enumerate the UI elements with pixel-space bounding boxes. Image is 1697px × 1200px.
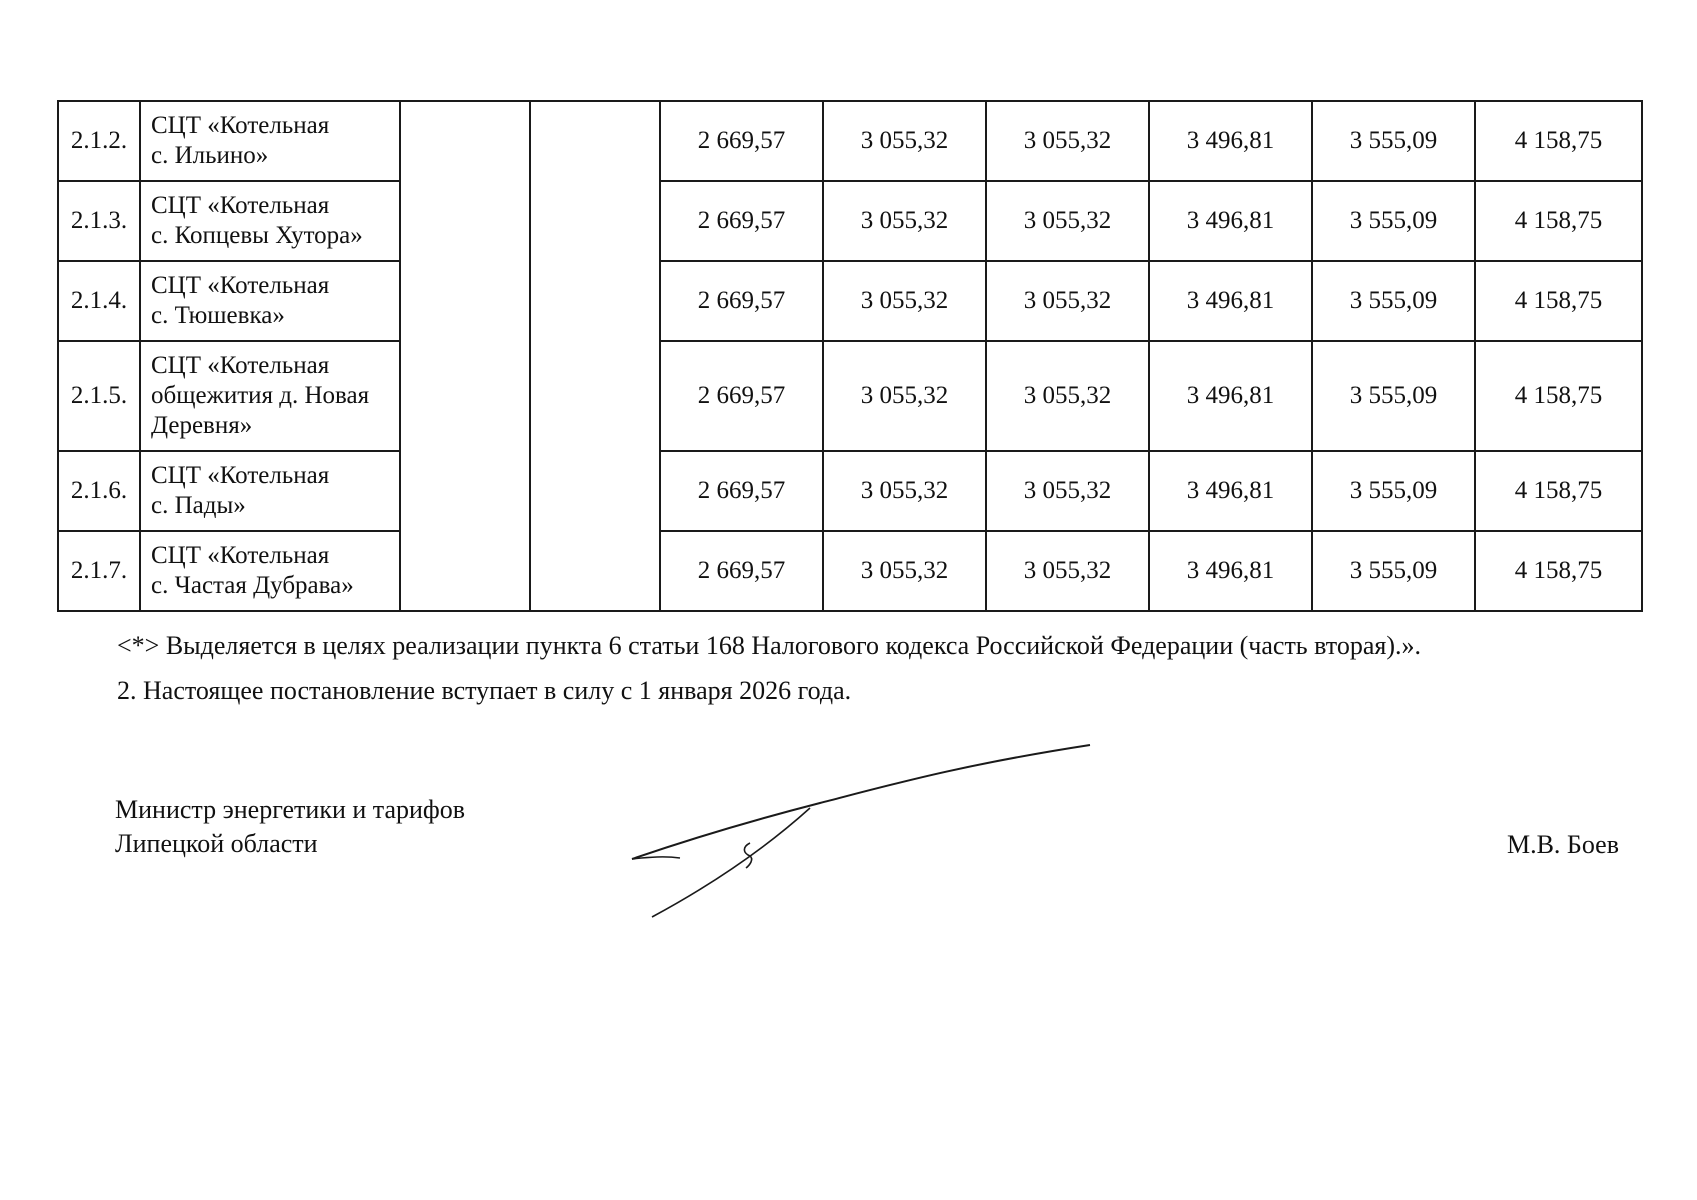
empty-column-b: [530, 101, 660, 611]
system-name: [140, 181, 400, 261]
tariff-value: 2 669,57: [660, 101, 823, 181]
tariff-value: 3 055,32: [823, 451, 986, 531]
system-name-line: с. Ильино»: [151, 142, 269, 169]
system-name-line: СЦТ «Котельная: [151, 352, 330, 379]
handwritten-signature: [630, 735, 1100, 925]
tariff-value: 3 055,32: [823, 181, 986, 261]
row-number: 2.1.4.: [58, 261, 140, 341]
tariff-value: 4 158,75: [1475, 101, 1642, 181]
tariff-value: 3 496,81: [1149, 101, 1312, 181]
tariff-value: 3 496,81: [1149, 531, 1312, 611]
system-name-line: с. Копцевы Хутора»: [151, 222, 363, 249]
tariff-value: 3 055,32: [986, 261, 1149, 341]
footnote: <*> Выделяется в целях реализации пункта 6 статьи 168 Налогового кодекса Российской Федерации (часть вторая).».: [117, 631, 1421, 660]
tariff-value: 2 669,57: [660, 181, 823, 261]
system-name-line: с. Тюшевка»: [151, 302, 285, 329]
system-name-line: СЦТ «Котельная: [151, 462, 330, 489]
signer-name: М.В. Боев: [1506, 830, 1619, 859]
system-name: [140, 531, 400, 611]
row-number: 2.1.5.: [58, 341, 140, 451]
table-row: [58, 261, 1642, 341]
tariff-value: 3 055,32: [986, 101, 1149, 181]
tariff-value: 3 055,32: [986, 181, 1149, 261]
signatory-title-line2: Липецкой области: [115, 829, 318, 858]
system-name-line: СЦТ «Котельная: [151, 272, 330, 299]
tariff-value: 3 055,32: [986, 341, 1149, 451]
tariff-value: 3 496,81: [1149, 451, 1312, 531]
tariff-value: 4 158,75: [1475, 531, 1642, 611]
signatory-block: [115, 793, 465, 861]
system-name: [140, 101, 400, 181]
system-name-line: СЦТ «Котельная: [151, 542, 330, 569]
empty-column-a: [400, 101, 530, 611]
table-row: [58, 181, 1642, 261]
system-name-line: Деревня»: [151, 412, 253, 439]
tariff-value: 3 555,09: [1312, 261, 1475, 341]
effective-date-clause: 2. Настоящее постановление вступает в силу с 1 января 2026 года.: [117, 676, 852, 705]
system-name-line: СЦТ «Котельная: [151, 112, 330, 139]
system-name-line: с. Пады»: [151, 492, 246, 519]
tariff-value: 3 555,09: [1312, 101, 1475, 181]
table-body: [58, 101, 1642, 611]
tariff-value: 3 055,32: [986, 531, 1149, 611]
tariff-value: 3 055,32: [823, 341, 986, 451]
tariff-value: 3 055,32: [823, 101, 986, 181]
system-name-line: с. Частая Дубрава»: [151, 572, 354, 599]
tariff-value: 3 055,32: [823, 531, 986, 611]
system-name: [140, 451, 400, 531]
tariff-value: 3 496,81: [1149, 181, 1312, 261]
tariff-value: 3 555,09: [1312, 451, 1475, 531]
table-row: [58, 341, 1642, 451]
tariff-value: 4 158,75: [1475, 451, 1642, 531]
tariff-value: 2 669,57: [660, 341, 823, 451]
row-number: 2.1.6.: [58, 451, 140, 531]
tariff-value: 4 158,75: [1475, 261, 1642, 341]
system-name-line: общежития д. Новая: [151, 382, 370, 409]
system-name: [140, 341, 400, 451]
tariff-table: [57, 100, 1643, 612]
tariff-value: 3 555,09: [1312, 341, 1475, 451]
tariff-value: 3 496,81: [1149, 341, 1312, 451]
tariff-value: 3 055,32: [823, 261, 986, 341]
tariff-value: 4 158,75: [1475, 181, 1642, 261]
system-name-line: СЦТ «Котельная: [151, 192, 330, 219]
tariff-value: 3 555,09: [1312, 531, 1475, 611]
tariff-value: 3 555,09: [1312, 181, 1475, 261]
tariff-value: 3 496,81: [1149, 261, 1312, 341]
table-row: [58, 101, 1642, 181]
row-number: 2.1.7.: [58, 531, 140, 611]
signatory-title-line1: Министр энергетики и тарифов: [115, 795, 466, 824]
row-number: 2.1.2.: [58, 101, 140, 181]
tariff-value: 2 669,57: [660, 261, 823, 341]
tariff-value: 4 158,75: [1475, 341, 1642, 451]
table-row: [58, 451, 1642, 531]
tariff-value: 2 669,57: [660, 531, 823, 611]
row-number: 2.1.3.: [58, 181, 140, 261]
table-row: [58, 531, 1642, 611]
tariff-value: 3 055,32: [986, 451, 1149, 531]
system-name: [140, 261, 400, 341]
tariff-value: 2 669,57: [660, 451, 823, 531]
